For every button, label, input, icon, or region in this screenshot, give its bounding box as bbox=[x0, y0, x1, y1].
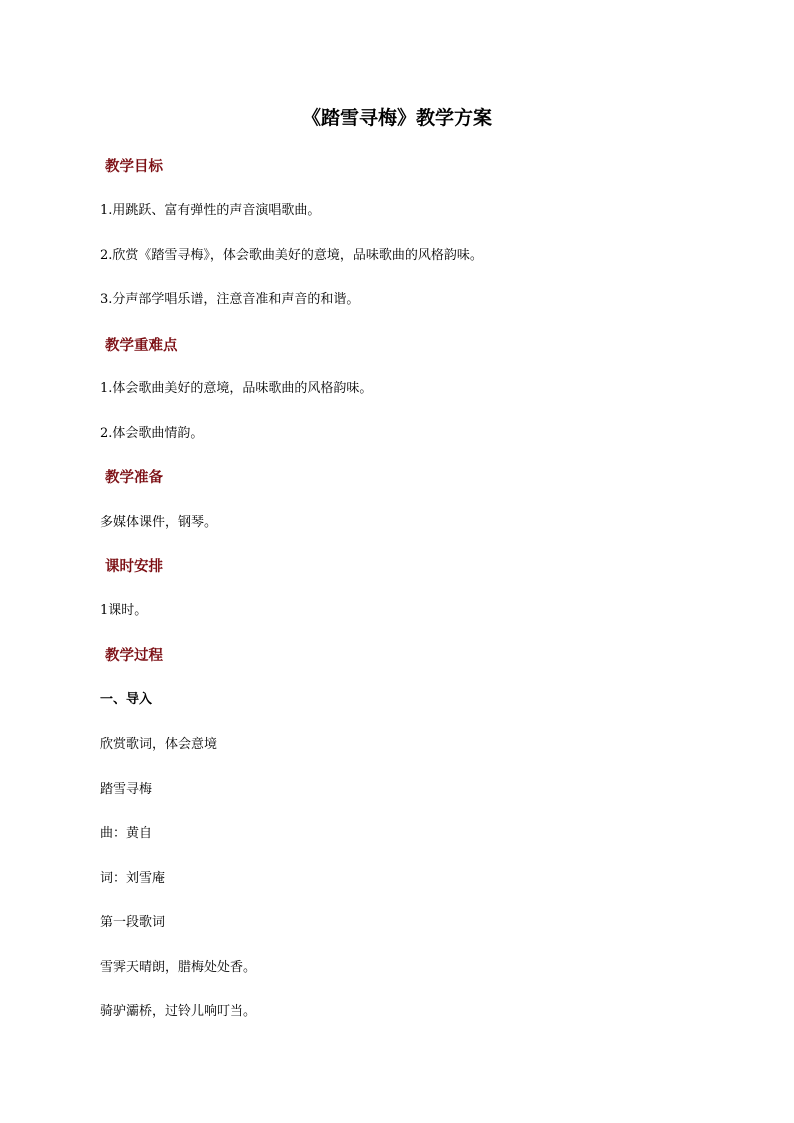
document-title: 《踏雪寻梅》教学方案 bbox=[301, 107, 492, 129]
key-point-item-1: 1.体会歌曲美好的意境，品味歌曲的风格韵味。 bbox=[100, 381, 373, 396]
process-line-2: 踏雪寻梅 bbox=[100, 782, 153, 797]
process-step-1-title: 一、导入 bbox=[100, 692, 153, 707]
key-point-item-2: 2.体会歌曲情韵。 bbox=[100, 426, 204, 441]
goal-item-2: 2.欣赏《踏雪寻梅》，体会歌曲美好的意境，品味歌曲的风格韵味。 bbox=[100, 248, 483, 263]
section-heading-goals: 教学目标 bbox=[105, 158, 163, 175]
process-line-1: 欣赏歌词，体会意境 bbox=[100, 737, 218, 752]
process-line-4: 词：刘雪庵 bbox=[100, 871, 166, 886]
section-heading-preparation: 教学准备 bbox=[105, 469, 163, 486]
preparation-text: 多媒体课件，钢琴。 bbox=[100, 515, 218, 530]
process-line-5: 第一段歌词 bbox=[100, 915, 166, 930]
process-line-6: 雪霁天晴朗，腊梅处处香。 bbox=[100, 960, 257, 975]
goal-item-1: 1.用跳跃、富有弹性的声音演唱歌曲。 bbox=[100, 203, 321, 218]
section-heading-key-points: 教学重难点 bbox=[105, 337, 178, 354]
schedule-text: 1课时。 bbox=[100, 603, 148, 618]
section-heading-process: 教学过程 bbox=[105, 647, 163, 664]
process-line-7: 骑驴灞桥，过铃儿响叮当。 bbox=[100, 1004, 257, 1019]
goal-item-3: 3.分声部学唱乐谱，注意音准和声音的和谐。 bbox=[100, 292, 360, 307]
section-heading-schedule: 课时安排 bbox=[105, 558, 163, 575]
process-line-3: 曲：黄自 bbox=[100, 826, 153, 841]
